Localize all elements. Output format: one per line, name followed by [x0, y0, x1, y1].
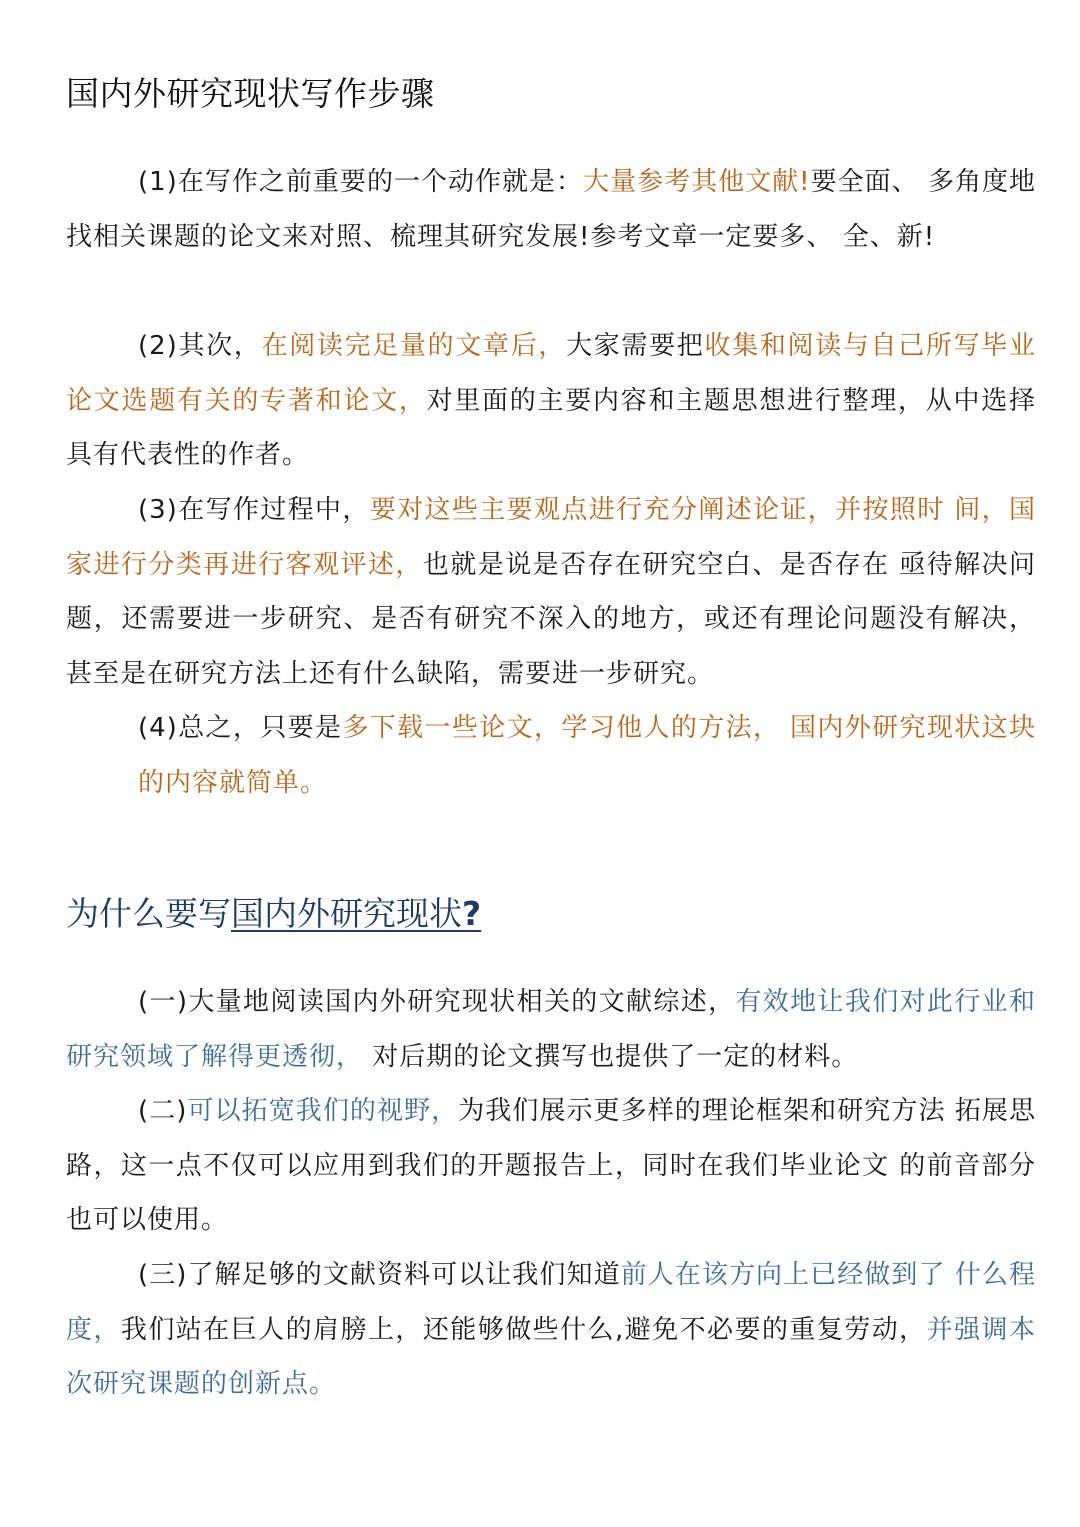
highlight-text: 要对这些主要观点进行充分阐述论证，并按照时 间，国家进行分类再进行客观评述，: [66, 495, 1036, 580]
paragraph-text: 要全面、 多角度地找相关课题的论文来对照、梳理其研究发展!参考文章一定要多、 全、新!: [66, 167, 1036, 252]
title-prefix: 为什么要写: [66, 894, 231, 933]
highlight-text: 并强调本次研究课题的创新点。: [66, 1314, 1036, 1399]
highlight-text: 大量参考其他文献!: [583, 167, 811, 197]
paragraph-text: (三)了解足够的文献资料可以让我们知道: [138, 1260, 621, 1290]
paragraph-text: (4)总之，只要是: [138, 713, 343, 743]
highlight-text: 多下载一些论文，学习他人的方法， 国内外研究现状这块的内容就简单。: [138, 713, 1036, 798]
paragraph-text: 为我们展示更多样的理论框架和研究方法 拓展思路，这一点不仅可以应用到我们的开题报告上，同时在我们毕业论文 的前音部分也可以使用。: [66, 1096, 1036, 1235]
title-link[interactable]: 国内外研究现状: [231, 894, 462, 933]
paragraph-text: 我们站在巨人的肩膀上，还能够做些什么,避免不必要的重复劳动，: [120, 1314, 927, 1345]
paragraph-text: (一)大量地阅读国内外研究现状相关的文献综述，: [138, 987, 736, 1017]
paragraph-text: 对里面的主要内容和主题思想进行整理，从中选择具有代表性的作者。: [66, 385, 1036, 470]
paragraph-text: (1)在写作之前重要的一个动作就是：: [138, 167, 584, 197]
section-2-paragraph-1: [66, 975, 1036, 1084]
section-1-paragraph-1: [66, 155, 1036, 264]
highlight-text: 有效地让我们对此行业和研究领域了解得更透彻，: [66, 987, 1036, 1072]
highlight-text: 前人在该方向上已经做到了 什么程度，: [66, 1260, 1036, 1345]
section-2-paragraph-3: [66, 1248, 1036, 1412]
section-1-paragraph-3: [66, 483, 1036, 701]
paragraph-text: (3)在写作过程中，: [138, 495, 370, 525]
section-1-title: 国内外研究现状写作步骤: [66, 74, 435, 113]
highlight-text: 收集和阅读与自己所写毕业论文选题有关的专著和论文，: [66, 331, 1036, 416]
section-1-paragraph-4: [66, 701, 1036, 810]
title-question-mark: ?: [462, 894, 482, 933]
paragraph-text: (2)其次，: [138, 331, 262, 361]
section-2-title: [66, 888, 481, 940]
highlight-text: 可以拓宽我们的视野，: [187, 1096, 459, 1126]
paragraph-text: (二): [138, 1096, 188, 1126]
section-2-paragraph-2: [66, 1084, 1036, 1248]
paragraph-text: 大家需要把: [566, 331, 705, 361]
highlight-text: 在阅读完足量的文章后，: [261, 331, 567, 361]
paragraph-text: 对后期的论文撰写也提供了一定的材料。: [363, 1041, 859, 1072]
paragraph-text: 也就是说是否存在研究空白、是否存在 亟待解决问题，还需要进一步研究、是否有研究不深入的地方，或还有理论问题没有解决，甚至是在研究方法上还有什么缺陷，需要进一步研究。: [66, 549, 1036, 689]
section-1-paragraph-2: [66, 319, 1036, 483]
